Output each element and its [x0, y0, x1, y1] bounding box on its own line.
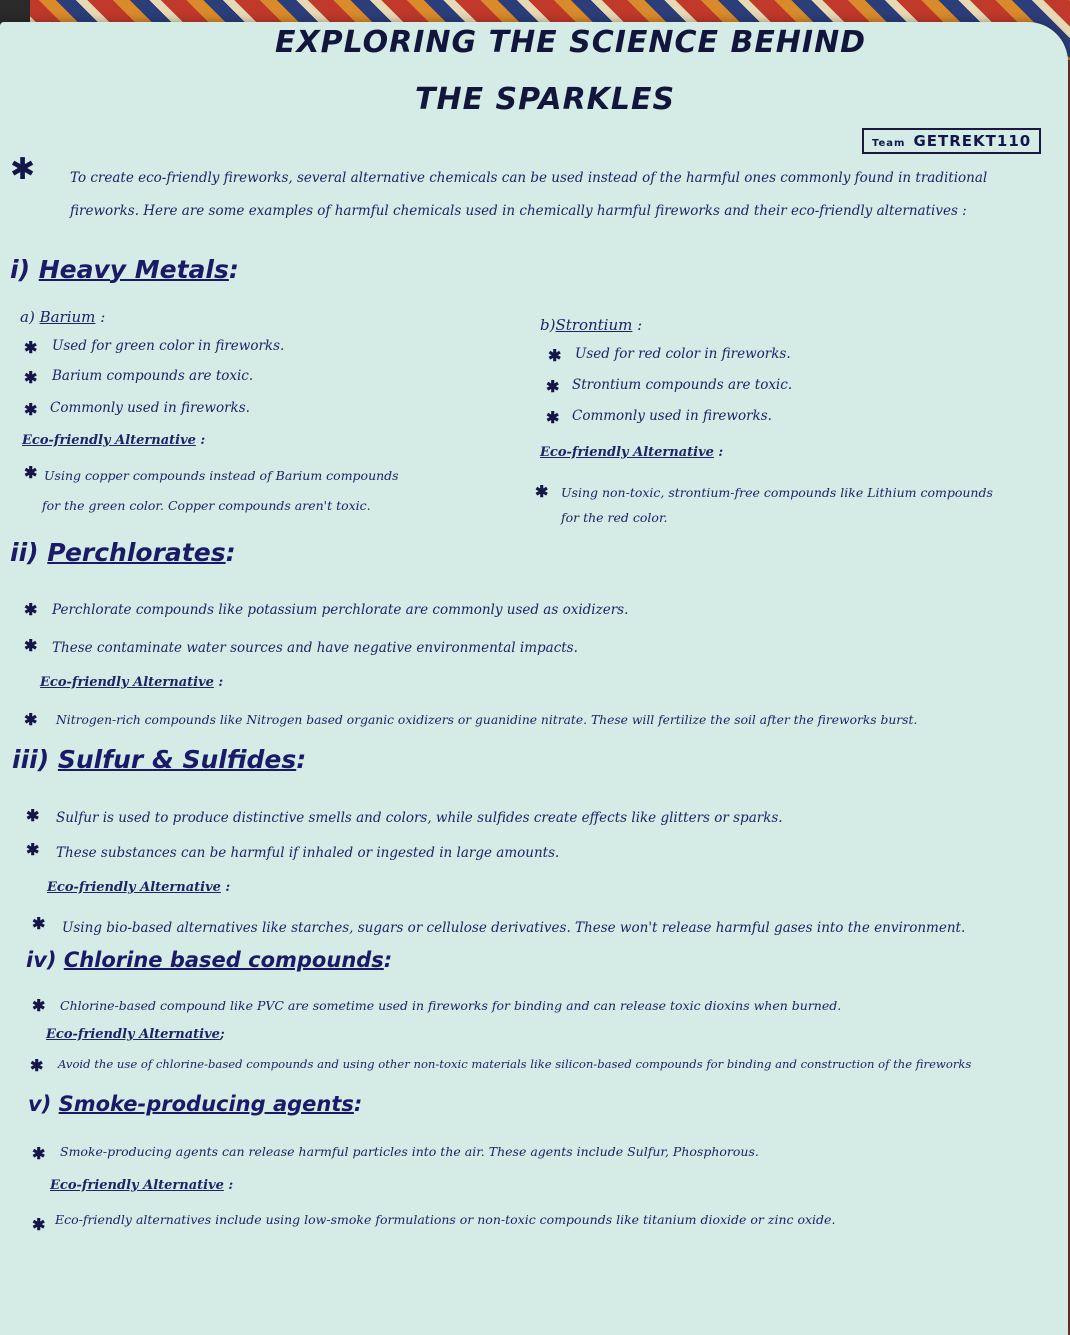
bullet-icon: ✱ [32, 914, 46, 933]
strontium-bullet-3: Commonly used in fireworks. [572, 408, 772, 424]
team-label: Team [872, 138, 906, 149]
bullet-icon: ✱ [546, 408, 560, 427]
smoke-alt-text: Eco-friendly alternatives include using low-smoke formulations or non-toxic compounds like titanium dioxide or zinc oxide. [55, 1212, 836, 1227]
barium-heading [20, 308, 105, 326]
bullet-icon: ✱ [32, 1144, 46, 1163]
sub-colon: : [637, 316, 643, 334]
section-title: Perchlorates [47, 538, 226, 567]
alt-label-text: Eco-friendly Alternative [46, 1027, 220, 1042]
perchlorates-bullet-2: These contaminate water sources and have negative environmental impacts. [52, 640, 578, 656]
barium-alt-line-1: Using copper compounds instead of Barium compounds [44, 468, 399, 483]
team-name: GETREKT110 [913, 132, 1032, 150]
section-title: Heavy Metals [38, 255, 229, 284]
section-heading-chlorine [26, 948, 392, 972]
sub-label: a) [20, 308, 35, 326]
intro-line-1: To create eco-friendly fireworks, several alternative chemicals can be used instead of the harmful ones commonly found in traditional [70, 170, 988, 186]
sulfur-bullet-1: Sulfur is used to produce distinctive smells and colors, while sulfides create effects like glitters or sparks. [56, 810, 783, 826]
asterisk-icon: ✱ [10, 152, 36, 187]
section-colon: : [353, 1092, 363, 1116]
strontium-alt-line-1: Using non-toxic, strontium-free compounds like Lithium compounds [561, 485, 993, 500]
sub-colon: : [100, 308, 106, 326]
sub-name: Barium [39, 308, 96, 326]
alt-label-text: Eco-friendly Alternative [40, 675, 214, 690]
barium-bullet-2: Barium compounds are toxic. [52, 368, 254, 384]
section-number: i) [10, 255, 30, 284]
title-line-2: THE SPARKLES [415, 82, 676, 117]
section-number: iii) [12, 745, 50, 774]
alt-label-text: Eco-friendly Alternative [22, 433, 196, 448]
alt-label-text: Eco-friendly Alternative [50, 1178, 224, 1193]
bullet-icon: ✱ [30, 1056, 44, 1075]
bullet-icon: ✱ [535, 482, 549, 501]
section-title: Chlorine based compounds [63, 948, 384, 972]
section-number: v) [28, 1092, 52, 1116]
bullet-icon: ✱ [32, 996, 46, 1015]
section-colon: : [296, 745, 307, 774]
section-title: Sulfur & Sulfides [57, 745, 297, 774]
bullet-icon: ✱ [24, 338, 38, 357]
section-heading-heavy-metals [10, 255, 239, 284]
sulfur-alt-text: Using bio-based alternatives like starches, sugars or cellulose derivatives. These won't release harmful gases into the environment. [62, 920, 966, 936]
section-colon: : [225, 538, 236, 567]
bullet-icon: ✱ [548, 346, 562, 365]
section-heading-smoke [28, 1092, 362, 1116]
section-colon: : [383, 948, 393, 972]
sulfur-alt-label: Eco-friendly Alternative : [47, 880, 231, 895]
sub-name: Strontium [555, 316, 633, 334]
bullet-icon: ✱ [24, 600, 38, 619]
section-heading-sulfur [12, 745, 306, 774]
bullet-icon: ✱ [26, 806, 40, 825]
strontium-bullet-2: Strontium compounds are toxic. [572, 377, 793, 393]
chlorine-alt-text: Avoid the use of chlorine-based compounds and using other non-toxic materials like silicon-based compounds for binding and construction of the fireworks [58, 1057, 972, 1071]
sulfur-bullet-2: These substances can be harmful if inhaled or ingested in large amounts. [56, 845, 560, 861]
section-heading-perchlorates [10, 538, 236, 567]
strontium-alt-line-2: for the red color. [561, 510, 668, 525]
team-badge [862, 128, 1041, 154]
bullet-icon: ✱ [24, 368, 38, 387]
bullet-icon: ✱ [24, 463, 38, 482]
barium-alt-label: Eco-friendly Alternative : [22, 433, 206, 448]
intro-line-2: fireworks. Here are some examples of harmful chemicals used in chemically harmful fireworks and their eco-friendly alternatives : [70, 203, 967, 219]
bullet-icon: ✱ [24, 400, 38, 419]
perchlorates-alt-label: Eco-friendly Alternative : [40, 675, 224, 690]
title-line-1: EXPLORING THE SCIENCE BEHIND [275, 25, 867, 60]
sub-label: b) [540, 316, 556, 334]
smoke-bullet-1: Smoke-producing agents can release harmful particles into the air. These agents include Sulfur, Phosphorous. [60, 1144, 759, 1159]
section-colon: : [228, 255, 239, 284]
section-number: ii) [10, 538, 39, 567]
bullet-icon: ✱ [546, 377, 560, 396]
strontium-alt-label: Eco-friendly Alternative : [540, 445, 724, 460]
barium-bullet-3: Commonly used in fireworks. [50, 400, 250, 416]
perchlorates-bullet-1: Perchlorate compounds like potassium perchlorate are commonly used as oxidizers. [52, 602, 629, 618]
strontium-heading [540, 316, 642, 334]
strontium-bullet-1: Used for red color in fireworks. [575, 346, 791, 362]
bullet-icon: ✱ [32, 1215, 46, 1234]
bullet-icon: ✱ [24, 710, 38, 729]
perchlorates-alt-text: Nitrogen-rich compounds like Nitrogen based organic oxidizers or guanidine nitrate. These will fertilize the soil after the fireworks burst. [56, 713, 918, 727]
chlorine-alt-label: Eco-friendly Alternative; [46, 1027, 225, 1042]
smoke-alt-label: Eco-friendly Alternative : [50, 1178, 234, 1193]
barium-alt-line-2: for the green color. Copper compounds aren't toxic. [42, 498, 371, 513]
alt-label-text: Eco-friendly Alternative [47, 880, 221, 895]
alt-label-text: Eco-friendly Alternative [540, 445, 714, 460]
bullet-icon: ✱ [26, 840, 40, 859]
chlorine-bullet-1: Chlorine-based compound like PVC are sometime used in fireworks for binding and can release toxic dioxins when burned. [60, 998, 842, 1013]
section-number: iv) [26, 948, 57, 972]
section-title: Smoke-producing agents [58, 1092, 354, 1116]
barium-bullet-1: Used for green color in fireworks. [52, 338, 285, 354]
bullet-icon: ✱ [24, 636, 38, 655]
